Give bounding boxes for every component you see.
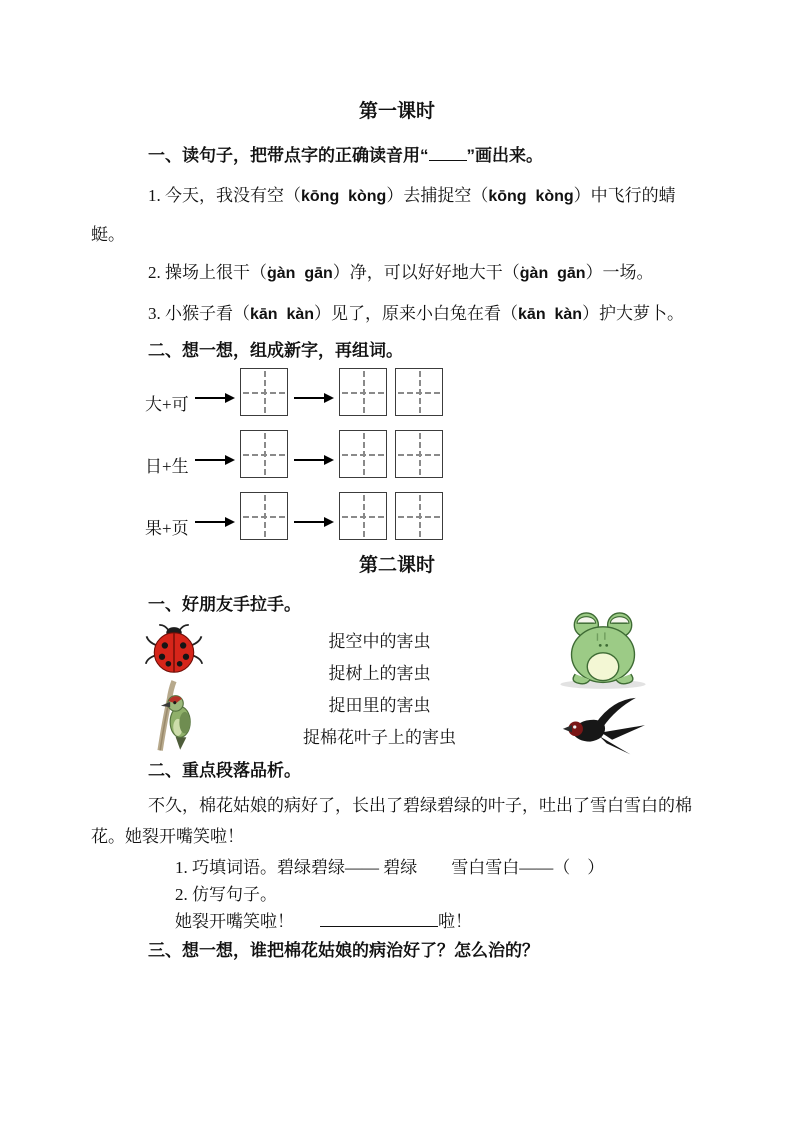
composition-row (91, 368, 703, 416)
match-phrase: 捉棉花叶子上的害虫 (303, 727, 456, 747)
answer-blank[interactable] (320, 908, 438, 927)
match-phrase: 捉树上的害虫 (328, 663, 431, 683)
lesson2-section3-heading: 三、想一想，谁把棉花姑娘的病治好了？怎么治的？ (148, 940, 539, 960)
dotted-character: 看 (216, 303, 233, 323)
arrow-right-icon (195, 517, 235, 527)
character-grid-box[interactable] (339, 368, 387, 416)
exercise-item (91, 177, 703, 254)
answer-blank[interactable] (429, 142, 467, 161)
character-grid-box[interactable] (240, 492, 288, 540)
composition-label: 日+生 (145, 456, 189, 476)
character-grid-box[interactable] (339, 492, 387, 540)
text-segment: ）一场。 (585, 262, 654, 282)
text-segment: 她裂开嘴笑啦！ (175, 911, 294, 931)
text-segment: ）净，可以好好地大 (332, 262, 486, 282)
heading-text: 一、读句子，把带点字的正确读音用“ (148, 145, 429, 165)
text-segment: ）见了，原来小白兔在 (314, 303, 485, 323)
lesson2-section1-heading: 一、好朋友手拉手。 (148, 594, 301, 614)
exercise-item (91, 295, 703, 334)
composition-label: 大+可 (145, 394, 189, 414)
character-grid-box[interactable] (395, 492, 443, 540)
dotted-character: 空 (454, 185, 472, 205)
arrow-right-icon (294, 517, 334, 527)
lesson2-items (91, 854, 703, 935)
exercise-item: 2. 仿写句子。 (175, 884, 277, 904)
character-composition-section (91, 368, 703, 540)
arrow-right-icon (195, 393, 235, 403)
text-segment: ）去捕捉 (386, 185, 455, 205)
lesson2-section2-heading: 二、重点段落品析。 (148, 760, 301, 780)
pinyin-options: gàn gān (519, 264, 586, 282)
text-segment: 3. 小猴子 (148, 303, 216, 323)
lesson1-title: 第一课时 (358, 101, 435, 122)
character-grid-box[interactable] (240, 430, 288, 478)
composition-row (91, 492, 703, 540)
text-segment: ）中飞行的蜻蜓。 (91, 185, 676, 244)
pinyin-options: kōng kòng (488, 187, 574, 205)
arrow-right-icon (195, 455, 235, 465)
text-segment: （ (502, 262, 520, 282)
dotted-character: 干 (485, 262, 503, 282)
sentence-imitation-line (91, 908, 703, 935)
character-grid-box[interactable] (395, 430, 443, 478)
dotted-character: 看 (484, 303, 502, 323)
lesson2-title: 第二课时 (358, 554, 435, 576)
swallow-image (559, 696, 647, 758)
text-segment: （ (471, 185, 489, 205)
text-segment: （ (233, 303, 250, 323)
text-segment: 1. 今天，我没有 (148, 185, 267, 205)
pinyin-options: kān kàn (250, 305, 315, 323)
match-phrase: 捉空中的害虫 (328, 631, 431, 651)
character-grid-box[interactable] (240, 368, 288, 416)
matching-exercise (91, 622, 703, 758)
character-grid-box[interactable] (395, 368, 443, 416)
pinyin-options: kōng kòng (301, 187, 387, 205)
matching-phrases (256, 622, 503, 758)
composition-row (91, 430, 703, 478)
pinyin-options: kān kàn (518, 305, 583, 323)
arrow-right-icon (294, 393, 334, 403)
lesson1-section2-heading: 二、想一想，组成新字，再组词。 (148, 340, 403, 360)
matching-right-images (503, 608, 703, 758)
lesson1-items (91, 177, 703, 334)
analysis-paragraph: 不久，棉花姑娘的病好了，长出了碧绿碧绿的叶子，吐出了雪白雪白的棉花。她裂开嘴笑啦！ (91, 795, 692, 846)
arrow-right-icon (294, 455, 334, 465)
dotted-character: 空 (267, 185, 284, 205)
woodpecker-image (150, 678, 198, 752)
text-segment: 1. 巧填词语。碧绿碧绿—— 碧绿 雪白雪白——（ ） (175, 857, 605, 877)
frog-image (553, 608, 653, 692)
lesson1-section1-heading (91, 142, 703, 169)
text-segment: （ (250, 262, 267, 282)
text-segment: （ (284, 185, 301, 205)
heading-text: ”画出来。 (466, 145, 543, 165)
worksheet-content (91, 0, 703, 964)
composition-label: 果+页 (145, 518, 189, 538)
text-segment: ）护大萝卜。 (582, 303, 685, 323)
ladybug-image (143, 622, 205, 676)
matching-left-images (91, 622, 256, 758)
character-grid-box[interactable] (339, 430, 387, 478)
pinyin-options: gàn gān (267, 264, 333, 282)
text-segment: （ (501, 303, 519, 323)
dotted-character: 干 (233, 262, 250, 282)
match-phrase: 捉田里的害虫 (328, 695, 431, 715)
text-segment: 2. 操场上很 (148, 262, 233, 282)
exercise-item (91, 254, 703, 293)
exercise-item (91, 854, 703, 881)
text-segment: 啦！ (438, 911, 472, 931)
